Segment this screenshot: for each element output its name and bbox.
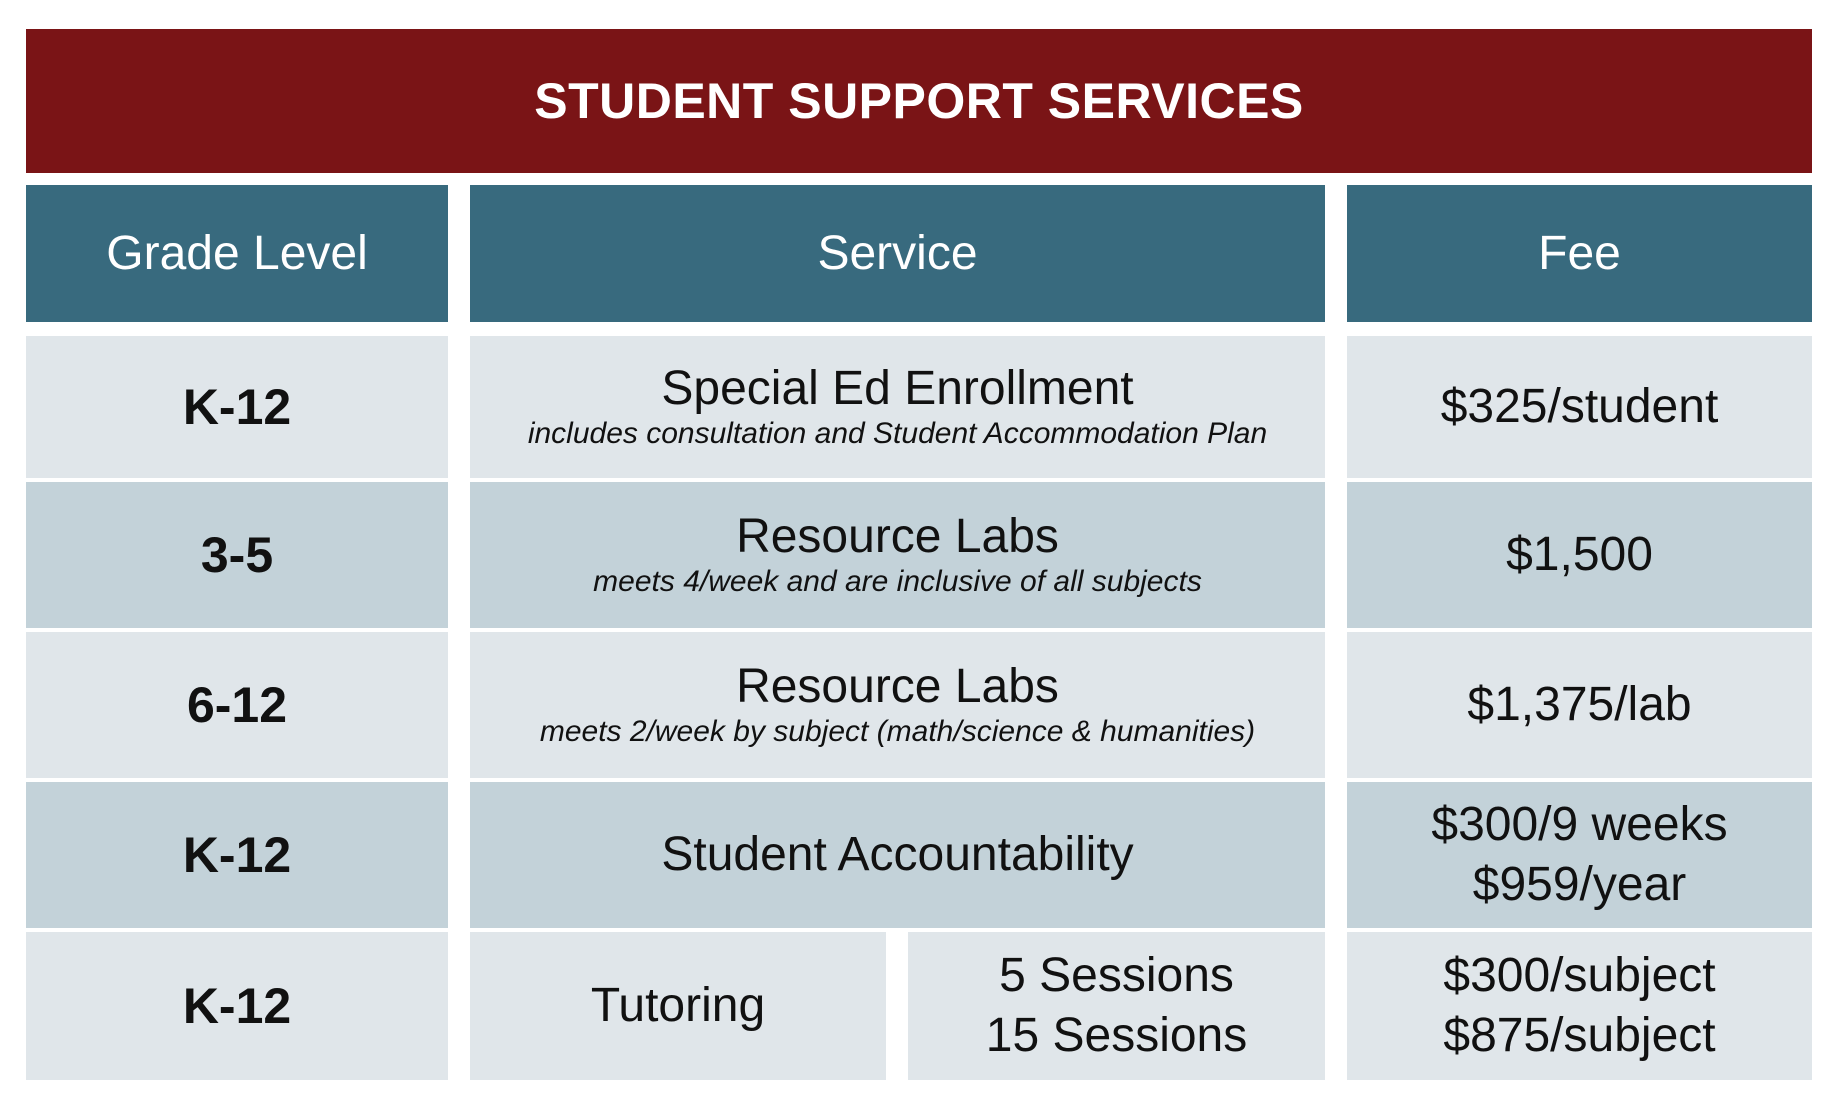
row5-sessions-cell [908, 932, 1325, 1080]
row3-service-cell [470, 632, 1325, 778]
row2-service-note: meets 4/week and are inclusive of all subjects [593, 565, 1202, 598]
row5-fee-line1: $300/subject [1443, 949, 1716, 1002]
row5-grade: K-12 [182, 978, 292, 1034]
row4-grade: K-12 [182, 827, 292, 883]
row4-service-cell [470, 782, 1325, 928]
row2-grade-cell [26, 482, 448, 628]
header-service-label: Service [817, 227, 978, 280]
row1-grade: K-12 [182, 379, 292, 435]
row3-service-note: meets 2/week by subject (math/science & humanities) [539, 715, 1256, 748]
row1-service-note: includes consultation and Student Accommodation Plan [527, 417, 1268, 450]
row5-fee-cell [1347, 932, 1812, 1080]
row2-service-cell [470, 482, 1325, 628]
row4-fee-line2: $959/year [1472, 858, 1687, 911]
row5-service-cell [470, 932, 886, 1080]
row5-sessions-line1: 5 Sessions [999, 949, 1234, 1002]
header-grade-level-label: Grade Level [106, 227, 368, 280]
row2-fee-cell [1347, 482, 1812, 628]
row3-fee-cell [1347, 632, 1812, 778]
row1-fee: $325/student [1440, 380, 1719, 433]
table-title-bar [26, 29, 1812, 173]
header-grade-level [26, 185, 448, 322]
row5-service: Tutoring [590, 979, 766, 1032]
row5-sessions-line2: 15 Sessions [985, 1009, 1248, 1062]
row4-grade-cell [26, 782, 448, 928]
row4-service: Student Accountability [661, 828, 1134, 881]
header-fee-label: Fee [1538, 227, 1621, 280]
row4-fee-cell [1347, 782, 1812, 928]
row3-grade: 6-12 [186, 677, 288, 733]
row1-grade-cell [26, 336, 448, 478]
row5-grade-cell [26, 932, 448, 1080]
row3-grade-cell [26, 632, 448, 778]
row2-fee: $1,500 [1506, 528, 1653, 581]
header-service [470, 185, 1325, 322]
row3-service: Resource Labs [736, 660, 1059, 713]
row2-service: Resource Labs [736, 510, 1059, 563]
row2-grade: 3-5 [200, 527, 274, 583]
row1-service-cell [470, 336, 1325, 478]
row5-fee-line2: $875/subject [1443, 1009, 1716, 1062]
row1-fee-cell [1347, 336, 1812, 478]
row1-service: Special Ed Enrollment [661, 362, 1134, 415]
row4-fee-line1: $300/9 weeks [1431, 798, 1728, 851]
table-title: STUDENT SUPPORT SERVICES [534, 73, 1304, 129]
row3-fee: $1,375/lab [1467, 678, 1692, 731]
header-fee [1347, 185, 1812, 322]
